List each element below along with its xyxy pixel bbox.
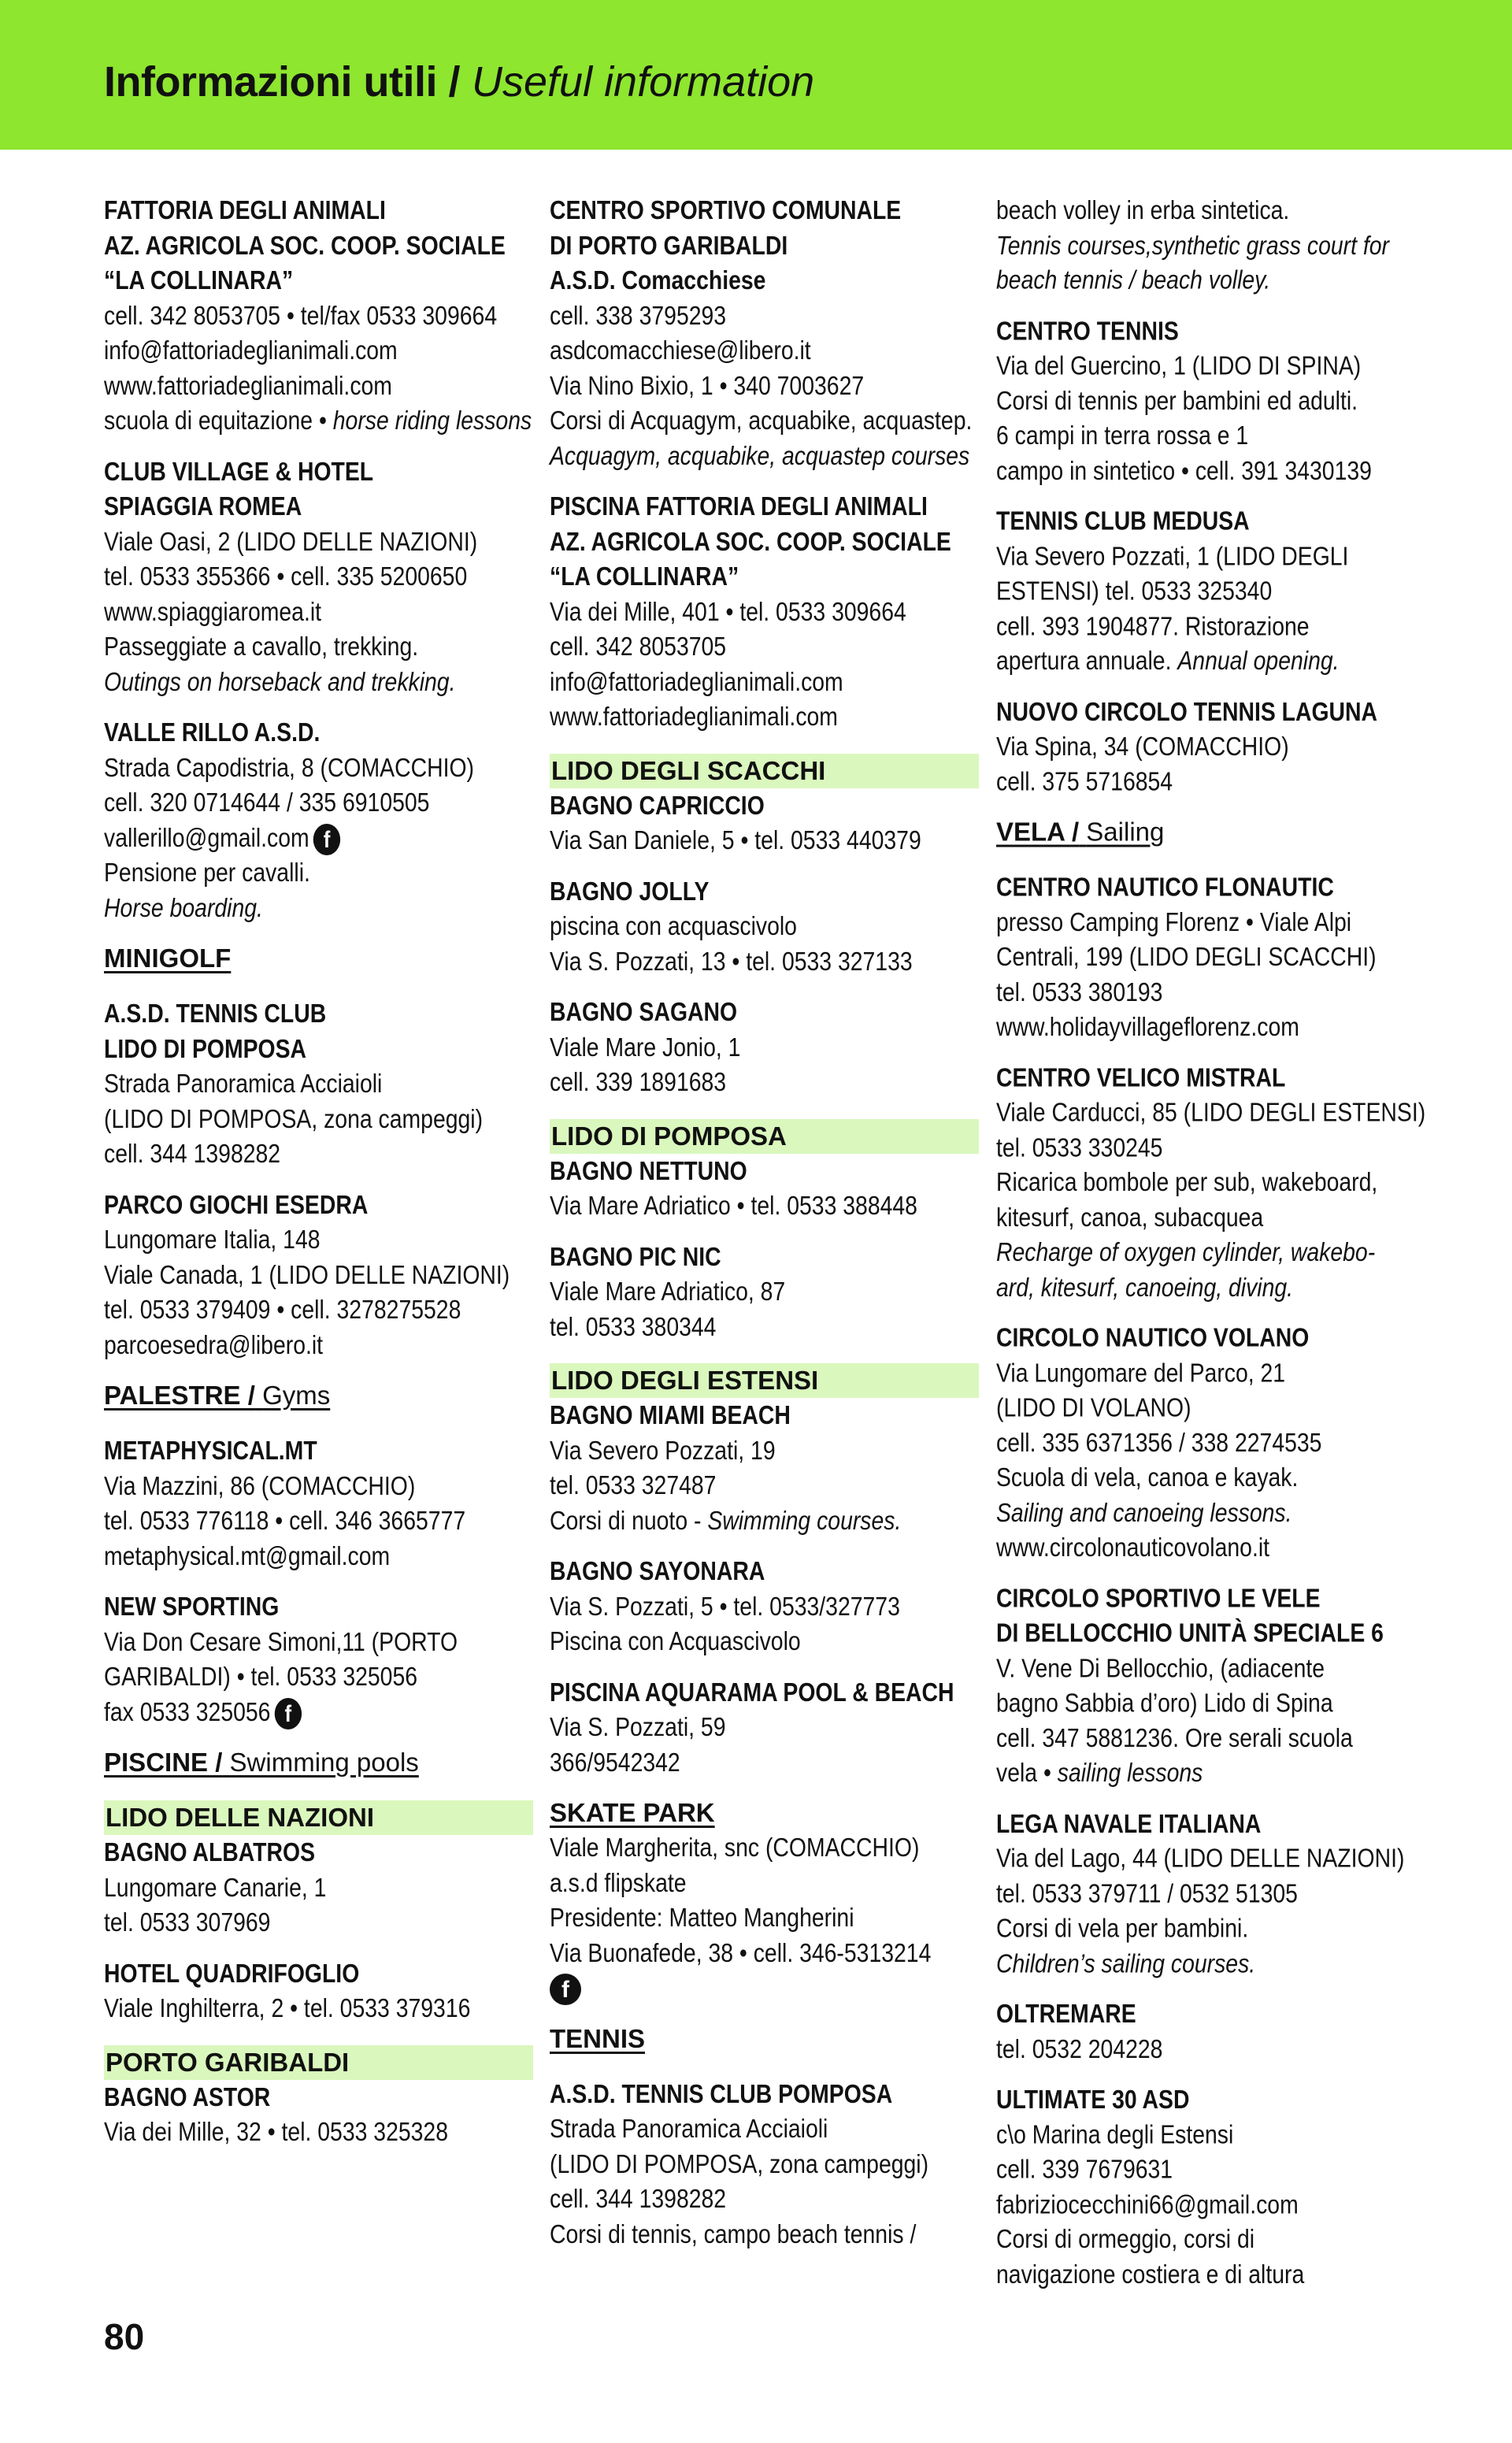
- column-3: [996, 193, 1425, 2308]
- entry-centro-sportivo: [550, 193, 979, 473]
- facebook-icon[interactable]: f: [550, 1974, 581, 2005]
- entry-volano: [996, 1321, 1425, 1566]
- entry-note: piscina con acquascivolo: [550, 911, 797, 940]
- entry-note: kitesurf, canoa, subacquea: [996, 1202, 1264, 1232]
- entry-note-en: Outings on horseback and trekking.: [104, 666, 456, 696]
- entry-email[interactable]: metaphysical.mt@gmail.com: [104, 1540, 391, 1570]
- entry-name: METAPHYSICAL.MT: [104, 1436, 317, 1465]
- entry-phone: tel. 0533 330245: [996, 1132, 1163, 1162]
- facebook-icon[interactable]: f: [313, 824, 340, 855]
- section-minigolf: [104, 941, 533, 976]
- entry-phone: cell. 338 3795293: [550, 300, 727, 330]
- entry-name: CIRCOLO SPORTIVO LE VELE: [996, 1583, 1321, 1613]
- entry-phone: cell. 344 1398282: [550, 2184, 727, 2213]
- entry-phone: 366/9542342: [550, 1747, 680, 1777]
- entry-name: “LA COLLINARA”: [550, 562, 739, 591]
- entry-oltremare: [996, 1996, 1425, 2067]
- entry-phone: tel. 0533 776118 • cell. 346 3665777: [104, 1506, 466, 1535]
- entry-nettuno: [550, 1154, 979, 1224]
- entry-name: LIDO DI POMPOSA: [104, 1033, 307, 1063]
- entry-phone: cell. 342 8053705 • tel/fax 0533 309664: [104, 300, 498, 330]
- section-palestre: [104, 1378, 533, 1413]
- section-title-en: Gyms: [262, 1381, 331, 1410]
- entry-address: Via dei Mille, 401 • tel. 0533 309664: [550, 596, 906, 626]
- entry-address: Viale Oasi, 2 (LIDO DELLE NAZIONI): [104, 526, 478, 556]
- entry-note: Pensione per cavalli.: [104, 858, 310, 887]
- entry-email[interactable]: info@fattoriadeglianimali.com: [550, 666, 843, 696]
- entry-email[interactable]: info@fattoriadeglianimali.com: [104, 335, 398, 365]
- entry-note-en: Recharge of oxygen cylinder, wakebo-: [996, 1237, 1376, 1266]
- entry-phone: cell. 339 1891683: [550, 1067, 727, 1096]
- entry-esedra: [104, 1188, 533, 1363]
- entry-astor: [104, 2080, 533, 2150]
- section-piscine: [104, 1745, 533, 1780]
- entry-metaphysical: [104, 1433, 533, 1574]
- entry-centro-tennis: [996, 313, 1425, 488]
- entry-address: Viale Mare Adriatico, 87: [550, 1277, 786, 1306]
- entry-website[interactable]: www.fattoriadeglianimali.com: [550, 702, 838, 731]
- entry-address: ESTENSI) tel. 0533 325340: [996, 576, 1273, 606]
- entry-address: bagno Sabbia d’oro) Lido di Spina: [996, 1688, 1333, 1718]
- entry-website[interactable]: www.holidayvillageflorenz.com: [996, 1011, 1299, 1041]
- section-title: PISCINE /: [104, 1748, 223, 1777]
- entry-address: Via Nino Bixio, 1 • 340 7003627: [550, 370, 865, 400]
- entry-phone: cell. 375 5716854: [996, 766, 1173, 796]
- entry-quadrifoglio: [104, 1956, 533, 2026]
- entry-name: BAGNO ALBATROS: [104, 1837, 316, 1867]
- entry-name: ULTIMATE 30 ASD: [996, 2084, 1190, 2114]
- entry-address: Via S. Pozzati, 13 • tel. 0533 327133: [550, 946, 913, 976]
- entry-phone: tel. 0533 379711 / 0532 51305: [996, 1878, 1298, 1908]
- column-2: [550, 193, 979, 2267]
- entry-name: A.S.D. TENNIS CLUB POMPOSA: [550, 2078, 893, 2108]
- entry-phone: tel. 0533 380344: [550, 1311, 717, 1341]
- entry-email[interactable]: fabriziocecchini66@gmail.com: [996, 2189, 1299, 2219]
- entry-note-en: ard, kitesurf, canoeing, diving.: [996, 1272, 1294, 1302]
- entry-name: A.S.D. TENNIS CLUB: [104, 999, 327, 1028]
- entry-phone: tel. 0533 307969: [104, 1907, 271, 1937]
- entry-note: Corsi di Acquagym, acquabike, acquastep.: [550, 406, 973, 435]
- entry-jolly: [550, 874, 979, 980]
- page-header: [0, 0, 1512, 150]
- entry-note: Corsi di nuoto -: [550, 1505, 708, 1535]
- entry-note: apertura annuale.: [996, 646, 1178, 676]
- entry-name: TENNIS CLUB MEDUSA: [996, 506, 1250, 536]
- section-title-en: Sailing: [1086, 817, 1165, 847]
- entry-address: Viale Canada, 1 (LIDO DELLE NAZIONI): [104, 1259, 510, 1289]
- entry-address: Via Severo Pozzati, 1 (LIDO DEGLI: [996, 541, 1349, 571]
- entry-name: CENTRO NAUTICO FLONAUTIC: [996, 872, 1334, 902]
- entry-name: A.S.D. Comacchiese: [550, 265, 766, 295]
- entry-name: BAGNO PIC NIC: [550, 1241, 721, 1271]
- entry-note: navigazione costiera e di altura: [996, 2259, 1305, 2289]
- entry-name: BAGNO ASTOR: [104, 2082, 271, 2111]
- entry-fax: fax 0533 325056: [104, 1696, 271, 1726]
- entry-note-en: Sailing and canoeing lessons.: [996, 1497, 1292, 1527]
- entry-tc-pomposa: [550, 2077, 979, 2252]
- entry-phone: tel. 0533 355366 • cell. 335 5200650: [104, 562, 468, 591]
- section-title: SKATE PARK: [550, 1798, 715, 1827]
- entry-note-en: horse riding lessons: [332, 406, 532, 435]
- entry-name: CENTRO TENNIS: [996, 316, 1179, 345]
- entry-name: CLUB VILLAGE & HOTEL: [104, 456, 374, 486]
- entry-address: (LIDO DI POMPOSA, zona campeggi): [550, 2148, 929, 2178]
- section-tennis: [550, 2022, 979, 2056]
- entry-note: Scuola di vela, canoa e kayak.: [996, 1462, 1299, 1492]
- section-title: TENNIS: [550, 2023, 646, 2053]
- entry-address: Strada Capodistria, 8 (COMACCHIO): [104, 752, 474, 782]
- entry-email[interactable]: asdcomacchiese@libero.it: [550, 335, 811, 365]
- entry-address: GARIBALDI) • tel. 0533 325056: [104, 1662, 418, 1691]
- entry-address: Via del Lago, 44 (LIDO DELLE NAZIONI): [996, 1843, 1405, 1873]
- entry-sayonara: [550, 1554, 979, 1659]
- entry-fattoria: [104, 193, 533, 439]
- section-title-en: Swimming pools: [229, 1748, 419, 1777]
- zone-lido-nazioni: LIDO DELLE NAZIONI: [104, 1800, 533, 1835]
- entry-mistral: [996, 1060, 1425, 1305]
- entry-name: “LA COLLINARA”: [104, 265, 294, 295]
- entry-phone: cell. 344 1398282: [104, 1139, 281, 1168]
- page-title-it: Informazioni utili /: [104, 58, 460, 106]
- entry-phone: cell. 320 0714644 / 335 6910505: [104, 788, 430, 817]
- entry-website[interactable]: www.circolonauticovolano.it: [996, 1532, 1270, 1562]
- entry-name: NUOVO CIRCOLO TENNIS LAGUNA: [996, 696, 1378, 726]
- entry-address: Via Don Cesare Simoni,11 (PORTO: [104, 1626, 458, 1656]
- page-number: 80: [104, 2316, 145, 2357]
- entry-name: PISCINA AQUARAMA POOL & BEACH: [550, 1677, 954, 1707]
- entry-address: Lungomare Canarie, 1: [104, 1872, 327, 1902]
- entry-name: LEGA NAVALE ITALIANA: [996, 1808, 1262, 1838]
- entry-note: 6 campi in terra rossa e 1: [996, 421, 1249, 450]
- entry-address: Viale Mare Jonio, 1: [550, 1032, 741, 1062]
- entry-phone: tel. 0533 379409 • cell. 3278275528: [104, 1295, 461, 1324]
- entry-phone: tel. 0533 380193: [996, 977, 1163, 1006]
- entry-note: campo in sintetico • cell. 391 3430139: [996, 455, 1372, 485]
- entry-address: Via Lungomare del Parco, 21: [996, 1358, 1286, 1387]
- entry-name: BAGNO SAYONARA: [550, 1556, 765, 1585]
- entry-address: Viale Inghilterra, 2 • tel. 0533 379316: [104, 1993, 471, 2022]
- entry-note: Piscina con Acquascivolo: [550, 1626, 801, 1655]
- entry-valle-rillo: [104, 715, 533, 925]
- section-skate-park: [550, 1796, 979, 1830]
- entry-miami: [550, 1398, 979, 1538]
- entry-note-en: beach tennis / beach volley.: [996, 265, 1271, 295]
- entry-address: V. Vene Di Bellocchio, (adiacente: [996, 1652, 1325, 1682]
- entry-address: Via dei Mille, 32 • tel. 0533 325328: [104, 2117, 449, 2146]
- entry-name: BAGNO JOLLY: [550, 876, 710, 906]
- entry-address: Via Buonafede, 38 • cell. 346-5313214: [550, 1937, 932, 1967]
- entry-name: PISCINA FATTORIA DEGLI ANIMALI: [550, 491, 928, 521]
- entry-note: Passeggiate a cavallo, trekking.: [104, 632, 419, 661]
- column-1: [104, 193, 533, 2166]
- entry-aquarama: [550, 1675, 979, 1781]
- entry-note: beach volley in erba sintetica.: [996, 195, 1290, 224]
- entry-note: Corsi di vela per bambini.: [996, 1913, 1249, 1943]
- entry-address: (LIDO DI POMPOSA, zona campeggi): [104, 1103, 484, 1133]
- entry-name: BAGNO CAPRICCIO: [550, 790, 765, 820]
- facebook-icon[interactable]: f: [275, 1698, 302, 1729]
- entry-address: c\o Marina degli Estensi: [996, 2119, 1234, 2149]
- section-title: MINIGOLF: [104, 943, 232, 973]
- entry-name: CIRCOLO NAUTICO VOLANO: [996, 1322, 1310, 1352]
- entry-name: BAGNO MIAMI BEACH: [550, 1400, 791, 1429]
- entry-piscina-fattoria: [550, 489, 979, 735]
- entry-flonautic: [996, 869, 1425, 1044]
- entry-name: BAGNO SAGANO: [550, 997, 738, 1026]
- entry-note: Corsi di ormeggio, corsi di: [996, 2224, 1255, 2254]
- entry-name: AZ. AGRICOLA SOC. COOP. SOCIALE: [550, 526, 951, 556]
- entry-address: Via S. Pozzati, 5 • tel. 0533/327773: [550, 1591, 900, 1621]
- entry-note-en: Swimming courses.: [707, 1505, 902, 1535]
- entry-name: AZ. AGRICOLA SOC. COOP. SOCIALE: [104, 230, 506, 260]
- entry-org: a.s.d flipskate: [550, 1867, 687, 1897]
- section-title: PALESTRE /: [104, 1381, 255, 1410]
- entry-lega-navale: [996, 1806, 1425, 1981]
- entry-note-en: Annual opening.: [1177, 646, 1340, 676]
- entry-sagano: [550, 995, 979, 1100]
- entry-name: DI BELLOCCHIO UNITÀ SPECIALE 6: [996, 1618, 1384, 1648]
- entry-laguna: [996, 695, 1425, 799]
- entry-capriccio: [550, 788, 979, 858]
- entry-note: vela •: [996, 1758, 1058, 1787]
- entry-phone: cell. 339 7679631: [996, 2154, 1173, 2184]
- entry-note: Corsi di tennis per bambini ed adulti.: [996, 385, 1358, 415]
- entry-note: Corsi di tennis, campo beach tennis /: [550, 2219, 917, 2248]
- entry-address: Via Mare Adriatico • tel. 0533 388448: [550, 1191, 917, 1220]
- entry-asd-tennis: [104, 996, 533, 1172]
- entry-email[interactable]: vallerillo@gmail.com: [104, 822, 309, 852]
- entry-name: PARCO GIOCHI ESEDRA: [104, 1189, 369, 1219]
- entry-website[interactable]: www.fattoriadeglianimali.com: [104, 370, 392, 400]
- entry-name: DI PORTO GARIBALDI: [550, 230, 788, 260]
- entry-address: Viale Carducci, 85 (LIDO DEGLI ESTENSI): [996, 1097, 1426, 1127]
- entry-phone: tel. 0532 204228: [996, 2033, 1163, 2063]
- zone-lido-scacchi: LIDO DEGLI SCACCHI: [550, 754, 979, 788]
- entry-club-village: [104, 454, 533, 700]
- entry-address: Strada Panoramica Acciaioli: [104, 1069, 383, 1098]
- entry-name: HOTEL QUADRIFOGLIO: [104, 1958, 360, 1988]
- entry-name: NEW SPORTING: [104, 1592, 280, 1621]
- entry-name: CENTRO SPORTIVO COMUNALE: [550, 195, 902, 224]
- entry-address: Via San Daniele, 5 • tel. 0533 440379: [550, 825, 921, 854]
- entry-address: presso Camping Florenz • Viale Alpi: [996, 906, 1352, 936]
- entry-note-en: Tennis courses,synthetic grass court for: [996, 230, 1389, 260]
- page-title: [104, 50, 814, 113]
- zone-lido-pomposa: LIDO DI POMPOSA: [550, 1119, 979, 1154]
- zone-porto-garibaldi: PORTO GARIBALDI: [104, 2045, 533, 2080]
- entry-name: FATTORIA DEGLI ANIMALI: [104, 195, 386, 224]
- entry-phone: tel. 0533 327487: [550, 1470, 717, 1500]
- entry-name: SPIAGGIA ROMEA: [104, 491, 302, 521]
- section-vela: [996, 815, 1425, 850]
- entry-president: Presidente: Matteo Mangherini: [550, 1903, 854, 1932]
- entry-note-en: Acquagym, acquabike, acquastep courses: [550, 440, 970, 470]
- page-title-en: Useful information: [472, 58, 815, 106]
- entry-note-en: Horse boarding.: [104, 892, 263, 922]
- entry-phone: cell. 342 8053705: [550, 632, 727, 661]
- entry-address: Strada Panoramica Acciaioli: [550, 2114, 828, 2143]
- entry-phone: cell. 347 5881236. Ore serali scuola: [996, 1722, 1353, 1752]
- entry-address: Via del Guercino, 1 (LIDO DI SPINA): [996, 350, 1362, 380]
- entry-website[interactable]: www.spiaggiaromea.it: [104, 596, 322, 626]
- entry-note-en: sailing lessons: [1057, 1758, 1203, 1787]
- entry-phone: cell. 393 1904877. Ristorazione: [996, 610, 1310, 640]
- entry-name: BAGNO NETTUNO: [550, 1155, 747, 1185]
- entry-phone: cell. 335 6371356 / 338 2274535: [996, 1427, 1322, 1457]
- entry-skate-park: [550, 1830, 979, 2006]
- zone-lido-estensi: LIDO DEGLI ESTENSI: [550, 1363, 979, 1398]
- entry-address: (LIDO DI VOLANO): [996, 1392, 1191, 1422]
- section-title: VELA /: [996, 817, 1080, 847]
- entry-note-en: Children’s sailing courses.: [996, 1948, 1256, 1978]
- entry-ultimate: [996, 2082, 1425, 2292]
- entry-note: scuola di equitazione •: [104, 406, 333, 435]
- entry-name: CENTRO VELICO MISTRAL: [996, 1062, 1286, 1092]
- entry-address: Via Mazzini, 86 (COMACCHIO): [104, 1470, 416, 1500]
- entry-new-sporting: [104, 1589, 533, 1729]
- entry-albatros: [104, 1835, 533, 1941]
- entry-name: VALLE RILLO A.S.D.: [104, 717, 321, 747]
- entry-address: Viale Margherita, snc (COMACCHIO): [550, 1833, 920, 1862]
- entry-address: Via S. Pozzati, 59: [550, 1712, 726, 1741]
- entry-address: Via Spina, 34 (COMACCHIO): [996, 731, 1289, 761]
- entry-le-vele: [996, 1581, 1425, 1790]
- entry-tennis-continued: [996, 193, 1425, 298]
- entry-email[interactable]: parcoesedra@libero.it: [104, 1329, 324, 1359]
- entry-address: Centrali, 199 (LIDO DEGLI SCACCHI): [996, 942, 1377, 972]
- entry-pic-nic: [550, 1240, 979, 1345]
- entry-name: OLTREMARE: [996, 1999, 1136, 2029]
- entry-note: Ricarica bombole per sub, wakeboard,: [996, 1167, 1378, 1197]
- entry-address: Via Severo Pozzati, 19: [550, 1435, 776, 1465]
- entry-address: Lungomare Italia, 148: [104, 1225, 321, 1254]
- entry-medusa: [996, 504, 1425, 679]
